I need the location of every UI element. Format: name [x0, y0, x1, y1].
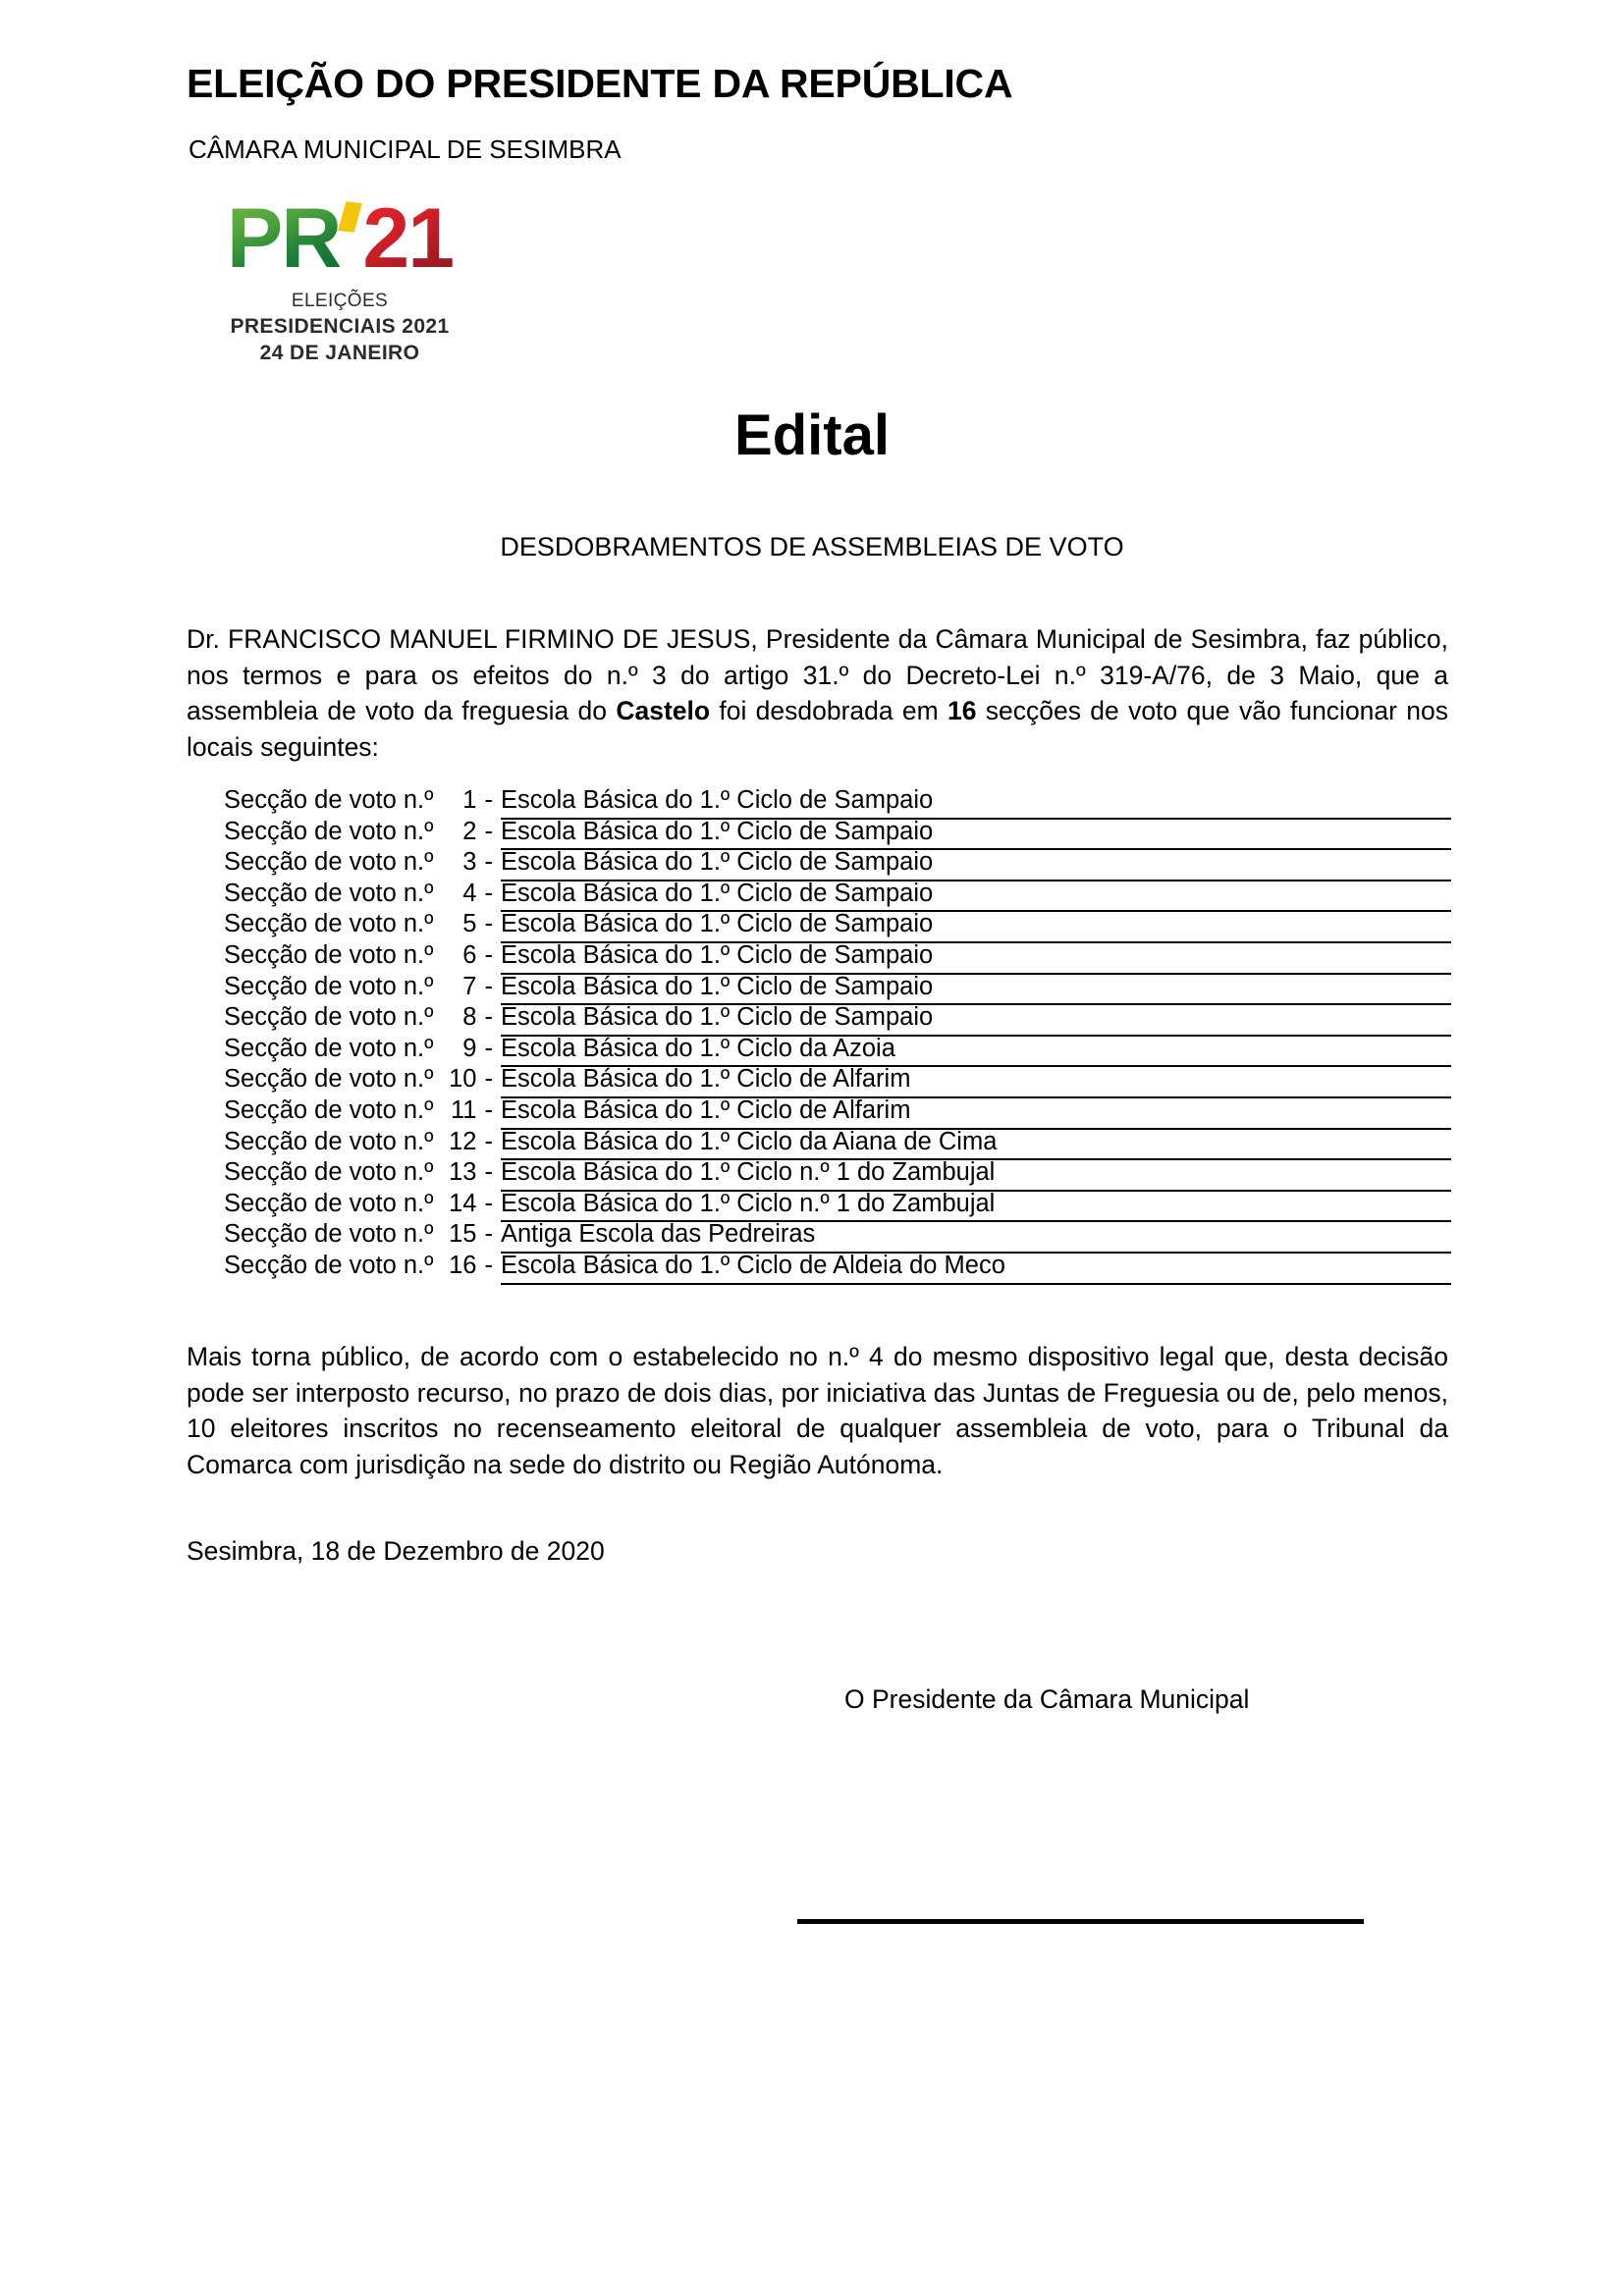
section-place: Escola Básica do 1.º Ciclo de Alfarim [501, 1064, 1451, 1098]
signature-caption: O Presidente da Câmara Municipal [844, 1684, 1250, 1714]
date-line: Sesimbra, 18 de Dezembro de 2020 [187, 1536, 605, 1566]
section-label: Secção de voto n.º [224, 972, 434, 1000]
section-place: Escola Básica do 1.º Ciclo de Alfarim [501, 1095, 1451, 1130]
section-place: Escola Básica do 1.º Ciclo de Sampaio [501, 817, 1451, 851]
section-place: Antiga Escola das Pedreiras [501, 1219, 1451, 1254]
section-dash: - [484, 940, 493, 969]
section-number: 11 [450, 1095, 477, 1124]
logo-line-eleicoes: ELEIÇÕES [291, 291, 389, 311]
voting-sections-list [224, 785, 1451, 1282]
logo-pr-text: PR [226, 191, 341, 286]
section-dash: - [484, 1003, 493, 1032]
section-place: Escola Básica do 1.º Ciclo de Sampaio [501, 972, 1451, 1006]
list-item [224, 1095, 1451, 1127]
section-dash: - [484, 910, 493, 938]
section-place: Escola Básica do 1.º Ciclo n.º 1 do Zambujal [501, 1157, 1451, 1192]
list-item [224, 1002, 1451, 1034]
section-dash: - [484, 817, 493, 845]
section-label: Secção de voto n.º [224, 1127, 434, 1155]
section-label: Secção de voto n.º [224, 1189, 434, 1217]
section-dash: - [484, 1220, 493, 1249]
section-place: Escola Básica do 1.º Ciclo de Sampaio [501, 1002, 1451, 1037]
list-item [224, 1219, 1451, 1251]
section-number: 16 [449, 1251, 477, 1279]
logo-line-presidenciais: PRESIDENCIAIS 2021 [230, 315, 450, 338]
list-item [224, 909, 1451, 940]
section-label: Secção de voto n.º [224, 848, 434, 877]
section-dash: - [484, 972, 493, 1000]
section-label: Secção de voto n.º [224, 1251, 434, 1279]
section-dash: - [484, 786, 493, 814]
logo-line-date: 24 DE JANEIRO [259, 342, 420, 364]
section-number: 13 [449, 1158, 477, 1187]
section-place: Escola Básica do 1.º Ciclo de Aldeia do Meco [501, 1251, 1451, 1285]
section-place: Escola Básica do 1.º Ciclo n.º 1 do Zambujal [501, 1189, 1451, 1223]
section-number: 12 [449, 1127, 477, 1155]
logo-wordmark [192, 191, 487, 287]
page-title: ELEIÇÃO DO PRESIDENTE DA REPÚBLICA [187, 61, 1013, 106]
section-count: 16 [947, 696, 977, 726]
list-item [224, 1064, 1451, 1095]
section-number: 15 [449, 1220, 477, 1249]
list-item [224, 817, 1451, 848]
pr21-logo [192, 191, 487, 365]
section-number: 7 [462, 972, 477, 1000]
section-place: Escola Básica do 1.º Ciclo da Azoia [501, 1034, 1451, 1068]
section-label: Secção de voto n.º [224, 1003, 434, 1032]
section-dash: - [484, 1251, 493, 1279]
section-place: Escola Básica do 1.º Ciclo da Aiana de Cima [501, 1127, 1451, 1161]
section-dash: - [484, 848, 493, 877]
freguesia-name: Castelo [616, 696, 711, 726]
section-label: Secção de voto n.º [224, 940, 434, 969]
opening-paragraph [187, 621, 1448, 765]
section-place: Escola Básica do 1.º Ciclo de Sampaio [501, 940, 1451, 975]
section-number: 3 [462, 848, 477, 877]
list-item [224, 1251, 1451, 1282]
section-label: Secção de voto n.º [224, 879, 434, 907]
section-label: Secção de voto n.º [224, 1095, 434, 1124]
section-label: Secção de voto n.º [224, 817, 434, 845]
section-label: Secção de voto n.º [224, 1158, 434, 1187]
section-place: Escola Básica do 1.º Ciclo de Sampaio [501, 879, 1451, 913]
section-dash: - [484, 1095, 493, 1124]
section-label: Secção de voto n.º [224, 1034, 434, 1062]
logo-apostrophe-icon [338, 201, 362, 233]
section-dash: - [484, 1127, 493, 1155]
section-dash: - [484, 1158, 493, 1187]
list-item [224, 785, 1451, 817]
opening-paragraph-part3: secções de voto que vão funcionar nos locais seguintes: [187, 696, 1449, 762]
logo-year-text: 21 [362, 191, 454, 286]
list-item [224, 972, 1451, 1003]
document-subtitle: DESDOBRAMENTOS DE ASSEMBLEIAS DE VOTO [500, 532, 1124, 561]
opening-paragraph-part1: Dr. FRANCISCO MANUEL FIRMINO DE JESUS, Presidente da Câmara Municipal de Sesimbra, faz público, nos termos e para os efeitos do n.º 3 do artigo 31.º do Decreto-Lei n.º 319-A/76, de 3 Maio, que a assembleia de voto da freguesia do [187, 624, 1448, 726]
section-number: 1 [462, 786, 477, 814]
section-label: Secção de voto n.º [224, 786, 434, 814]
section-number: 14 [449, 1189, 477, 1217]
section-number: 4 [462, 879, 477, 907]
section-dash: - [484, 879, 493, 907]
section-dash: - [484, 1065, 493, 1094]
list-item [224, 1127, 1451, 1158]
section-place: Escola Básica do 1.º Ciclo de Sampaio [501, 909, 1451, 943]
section-number: 9 [462, 1034, 477, 1062]
opening-paragraph-part2: foi desdobrada em [710, 696, 948, 726]
list-item [224, 879, 1451, 910]
section-label: Secção de voto n.º [224, 910, 434, 938]
section-number: 6 [462, 940, 477, 969]
section-dash: - [484, 1034, 493, 1062]
list-item [224, 940, 1451, 972]
section-number: 2 [462, 817, 477, 845]
municipality-subtitle: CÂMARA MUNICIPAL DE SESIMBRA [189, 134, 622, 164]
section-place: Escola Básica do 1.º Ciclo de Sampaio [501, 847, 1451, 881]
section-label: Secção de voto n.º [224, 1220, 434, 1249]
section-number: 5 [462, 910, 477, 938]
document-title: Edital [734, 403, 890, 467]
section-dash: - [484, 1189, 493, 1217]
section-number: 8 [462, 1003, 477, 1032]
list-item [224, 1189, 1451, 1220]
list-item [224, 847, 1451, 879]
closing-paragraph: Mais torna público, de acordo com o estabelecido no n.º 4 do mesmo dispositivo legal que, desta decisão pode ser interposto recurso, no prazo de dois dias, por iniciativa das Juntas de Freguesia ou de, pelo menos, 10 eleitores inscritos no recenseamento eleitoral de qualquer assembleia de voto, para o Tribunal da Comarca com jurisdição na sede do distrito ou Região Autónoma. [187, 1342, 1448, 1479]
section-number: 10 [449, 1065, 477, 1094]
section-place: Escola Básica do 1.º Ciclo de Sampaio [501, 785, 1451, 820]
signature-rule [797, 1919, 1364, 1924]
list-item [224, 1034, 1451, 1065]
section-label: Secção de voto n.º [224, 1065, 434, 1094]
list-item [224, 1157, 1451, 1189]
